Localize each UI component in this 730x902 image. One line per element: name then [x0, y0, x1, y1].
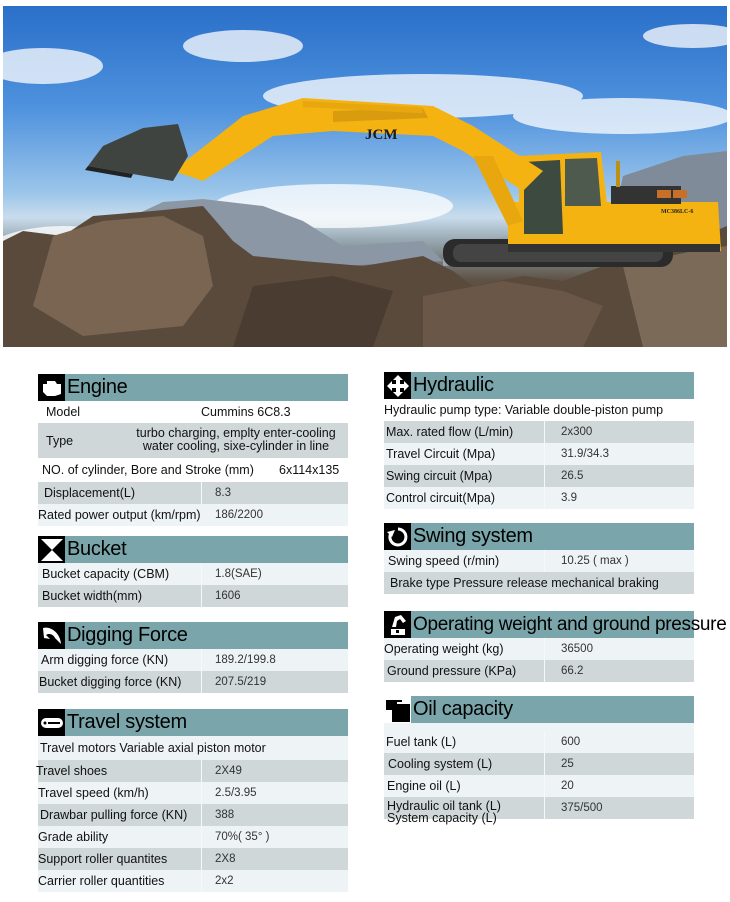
spec-value: 207.5/219 [215, 676, 267, 688]
spec-value: 1606 [215, 590, 241, 602]
spec-label: Grade ability [38, 830, 109, 844]
spec-row [38, 782, 348, 804]
spec-row [38, 423, 348, 458]
spec-label: Bucket capacity (CBM) [42, 567, 170, 581]
spec-row [38, 848, 348, 870]
spec-label: Travel motors Variable axial piston motor [40, 741, 266, 755]
oil-capacity-title: Oil capacity [413, 698, 513, 720]
spec-label-line2: System capacity (L) [387, 811, 497, 825]
operating-weight-title: Operating weight and ground pressure [413, 613, 727, 635]
digging-force-section [38, 622, 348, 693]
spec-label: Drawbar pulling force (KN) [40, 808, 188, 822]
spec-row [38, 401, 348, 423]
spec-value-line2: water cooling, sixe-cylinder in line [142, 439, 330, 453]
spec-row [38, 760, 348, 782]
spec-row [38, 482, 348, 504]
spec-value: 2X8 [215, 853, 236, 865]
rotate-icon [384, 523, 411, 550]
spec-value: 186/2200 [215, 509, 263, 521]
spec-label: Swing circuit (Mpa) [386, 469, 493, 483]
operating-weight-section [384, 611, 727, 682]
spec-value: 25 [561, 758, 574, 770]
spec-value: 20 [561, 780, 574, 792]
spec-row [384, 487, 694, 509]
spec-value: 66.2 [561, 665, 584, 677]
oil-can-icon [384, 696, 411, 723]
bucket-icon [38, 536, 65, 563]
bucket-header [38, 536, 348, 563]
spec-row [384, 731, 694, 753]
digging-force-title: Digging Force [67, 624, 188, 646]
spec-label: Fuel tank (L) [386, 735, 457, 749]
spec-value: 189.2/199.8 [215, 654, 276, 666]
engine-icon [38, 374, 65, 401]
engine-title: Engine [67, 376, 128, 398]
spec-value: 26.5 [561, 470, 584, 482]
hydraulic-header [384, 372, 694, 399]
spec-value: 36500 [561, 643, 593, 655]
spec-value: Cummins 6C8.3 [201, 405, 291, 419]
spec-row [38, 870, 348, 892]
spec-value: 2.5/3.95 [215, 787, 257, 799]
spec-label: Support roller quantites [38, 852, 168, 866]
spec-row [384, 550, 694, 572]
spec-value: 600 [561, 736, 581, 748]
spec-value: 2x300 [561, 426, 593, 438]
excavator-weight-icon [384, 611, 411, 638]
digging-force-header [38, 622, 348, 649]
spec-row [384, 399, 694, 421]
spec-row [38, 736, 348, 760]
brand-logo-text: JCM [365, 127, 398, 143]
spec-row [384, 572, 694, 594]
four-arrows-icon [384, 372, 411, 399]
spec-value: 31.9/34.3 [561, 448, 609, 460]
spec-label: Carrier roller quantities [38, 874, 165, 888]
hydraulic-section [384, 372, 694, 509]
spec-row [384, 638, 694, 660]
excavator-scene-illustration [3, 6, 727, 347]
swing-system-title: Swing system [413, 525, 533, 547]
spec-row [384, 797, 694, 825]
spec-row [384, 775, 694, 797]
spec-value: 388 [215, 809, 235, 821]
spec-value: 2x2 [215, 875, 234, 887]
oil-capacity-header [384, 696, 694, 723]
hero-excavator-photo [3, 6, 727, 347]
spec-label: Displacement(L) [44, 486, 136, 500]
spec-label: Brake type Pressure release mechanical braking [390, 576, 659, 590]
spec-row [38, 585, 348, 607]
travel-system-section [38, 709, 348, 892]
travel-system-title: Travel system [67, 711, 187, 733]
oil-capacity-section [384, 696, 694, 825]
engine-header [38, 374, 348, 401]
spec-label: Swing speed (r/min) [388, 554, 500, 568]
spec-row [38, 504, 348, 526]
travel-system-header [38, 709, 348, 736]
spec-value-line1: turbo charging, emplty enter-cooling [136, 426, 336, 440]
spec-row [384, 753, 694, 775]
spec-value: 6x114x135 [279, 463, 340, 477]
spec-value: 1.8(SAE) [215, 568, 262, 580]
spec-label: Hydraulic pump type: Variable double-piston pump [384, 403, 664, 417]
spec-row [38, 804, 348, 826]
spec-value: 375/500 [561, 802, 603, 814]
spec-row [384, 660, 694, 682]
bucket-section [38, 536, 348, 607]
spec-value: 3.9 [561, 492, 577, 504]
spec-row [38, 826, 348, 848]
spec-label: NO. of cylinder, Bore and Stroke (mm) [42, 463, 254, 477]
spec-value: 70%( 35° ) [215, 831, 270, 843]
spec-row [384, 443, 694, 465]
spec-label: Travel speed (km/h) [38, 786, 149, 800]
hydraulic-title: Hydraulic [413, 374, 494, 396]
model-decal-text: MC386LC-6 [661, 209, 694, 215]
digging-force-icon [38, 622, 65, 649]
spec-row [38, 649, 348, 671]
spec-label: Ground pressure (KPa) [387, 664, 517, 678]
spec-label: Travel Circuit (Mpa) [386, 447, 496, 461]
spec-row [38, 671, 348, 693]
spec-label: Operating weight (kg) [384, 642, 504, 656]
spec-label: Bucket digging force (KN) [39, 675, 182, 689]
spec-row [38, 563, 348, 585]
swing-system-section [384, 523, 694, 594]
spec-label: Type [46, 433, 74, 448]
spec-value: 2X49 [215, 765, 242, 777]
bucket-title: Bucket [67, 538, 127, 560]
spec-label: Model [46, 405, 81, 419]
spec-label: Travel shoes [36, 764, 108, 778]
swing-system-header [384, 523, 694, 550]
spec-label: Max. rated flow (L/min) [386, 425, 514, 439]
travel-track-icon [38, 709, 65, 736]
spec-row [384, 421, 694, 443]
spec-label: Control circuit(Mpa) [386, 491, 496, 505]
spec-value: 8.3 [215, 487, 231, 499]
spec-label: Cooling system (L) [388, 757, 493, 771]
spec-label-line1: Hydraulic oil tank (L) [387, 799, 501, 813]
spec-row [38, 458, 348, 482]
spec-value: 10.25 ( max ) [561, 555, 629, 567]
spec-label: Bucket width(mm) [42, 589, 143, 603]
operating-weight-header [384, 611, 727, 638]
spec-row [384, 465, 694, 487]
engine-section [38, 374, 348, 526]
spec-label: Rated power output (km/rpm) [38, 508, 201, 522]
spec-label: Arm digging force (KN) [41, 653, 169, 667]
spec-label: Engine oil (L) [387, 779, 461, 793]
